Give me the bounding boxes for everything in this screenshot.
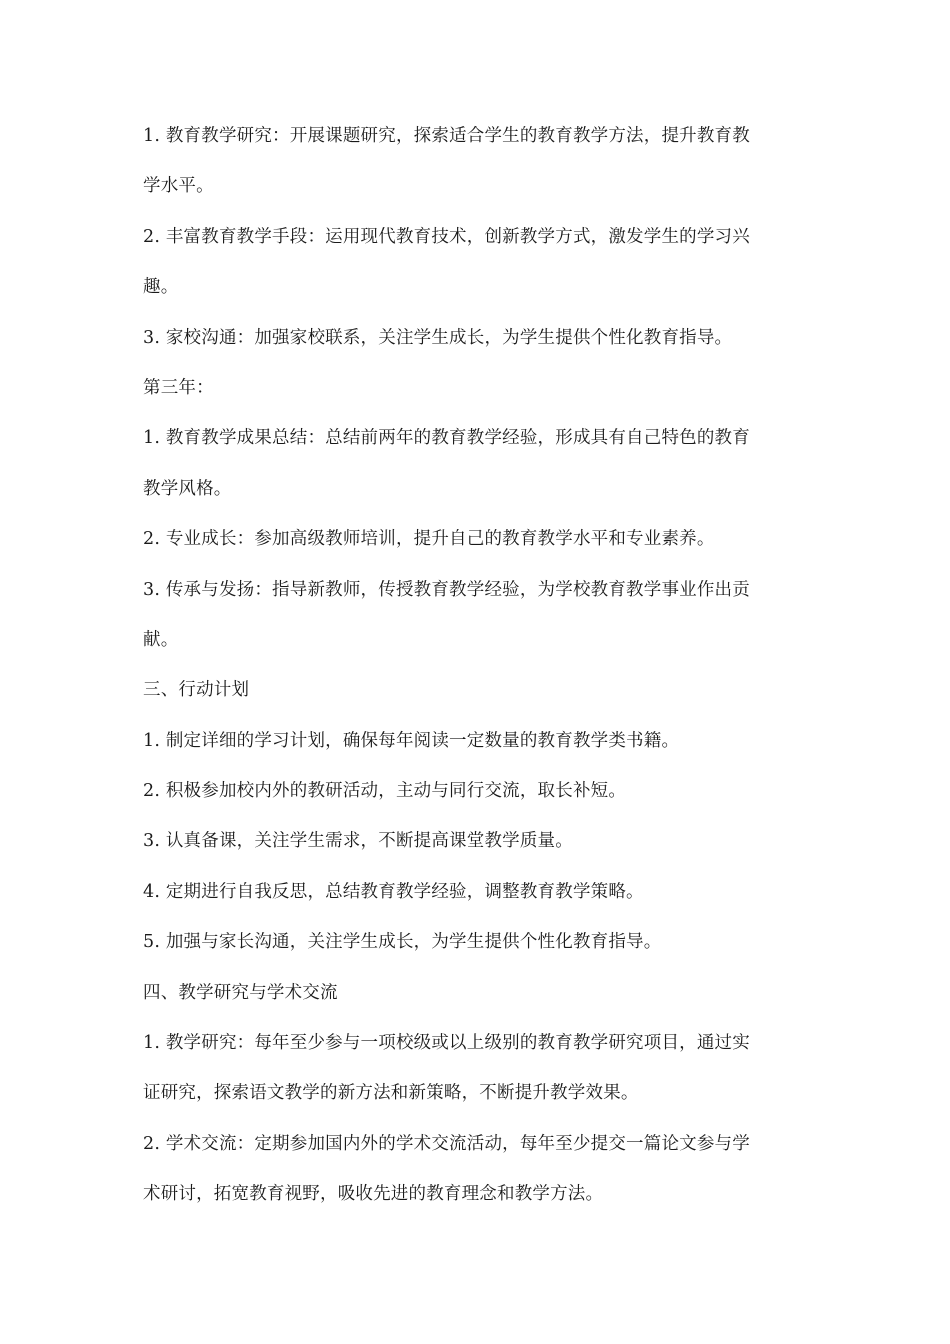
text-line: 3. 认真备课，关注学生需求，不断提高课堂教学质量。 — [143, 831, 573, 852]
text-line: 4. 定期进行自我反思，总结教育教学经验，调整教育教学策略。 — [143, 881, 644, 902]
text-line: 5. 加强与家长沟通，关注学生成长，为学生提供个性化教育指导。 — [143, 932, 662, 953]
text-line: 趣。 — [143, 277, 179, 298]
text-line: 2. 积极参加校内外的教研活动，主动与同行交流，取长补短。 — [143, 781, 627, 802]
text-line: 教学风格。 — [143, 478, 232, 499]
text-line: 学水平。 — [143, 176, 214, 197]
text-line: 2. 学术交流：定期参加国内外的学术交流活动，每年至少提交一篇论文参与学 — [143, 1133, 750, 1154]
document-body — [143, 117, 808, 1226]
text-line: 2. 丰富教育教学手段：运用现代教育技术，创新教学方式，激发学生的学习兴 — [143, 226, 750, 247]
text-line: 1. 教学研究：每年至少参与一项校级或以上级别的教育教学研究项目，通过实 — [143, 1033, 750, 1054]
text-line: 1. 教育教学研究：开展课题研究，探索适合学生的教育教学方法，提升教育教 — [143, 126, 750, 146]
text-line: 2. 专业成长：参加高级教师培训，提升自己的教育教学水平和专业素养。 — [143, 529, 715, 550]
text-line: 证研究，探索语文教学的新方法和新策略，不断提升教学效果。 — [143, 1083, 639, 1104]
section-heading: 三、行动计划 — [143, 680, 250, 701]
text-line: 献。 — [143, 629, 179, 650]
text-line: 1. 制定详细的学习计划，确保每年阅读一定数量的教育教学类书籍。 — [143, 730, 680, 751]
text-line: 3. 家校沟通：加强家校联系，关注学生成长，为学生提供个性化教育指导。 — [143, 327, 733, 348]
text-line: 3. 传承与发扬：指导新教师，传授教育教学经验，为学校教育教学事业作出贡 — [143, 579, 750, 600]
section-heading: 四、教学研究与学术交流 — [143, 982, 338, 1003]
section-heading: 第三年： — [143, 377, 214, 398]
text-line: 1. 教育教学成果总结：总结前两年的教育教学经验，形成具有自己特色的教育 — [143, 428, 750, 449]
text-line: 术研讨，拓宽教育视野，吸收先进的教育理念和教学方法。 — [143, 1184, 604, 1205]
